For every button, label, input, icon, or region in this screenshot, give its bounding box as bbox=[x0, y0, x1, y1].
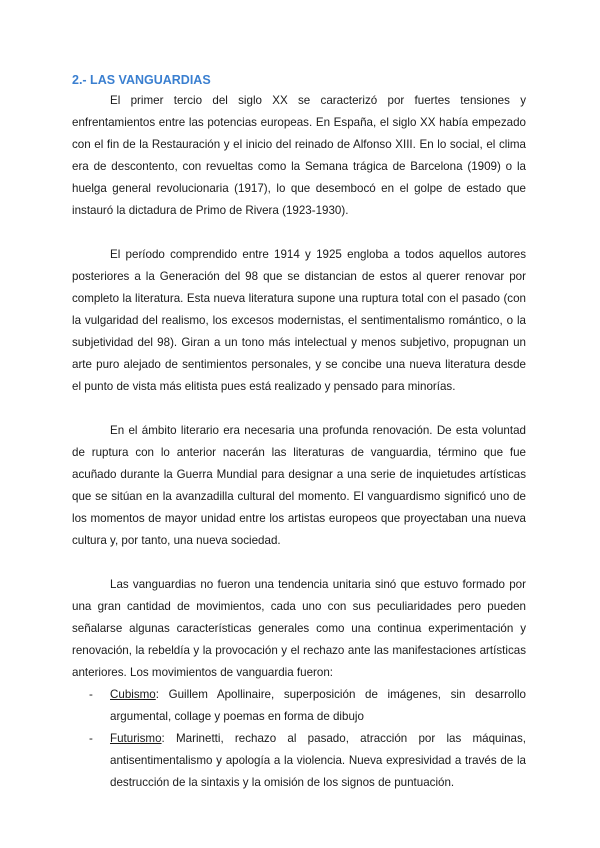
document-body bbox=[72, 70, 526, 794]
list-bullet: - bbox=[89, 688, 93, 701]
list-item-futurismo bbox=[72, 728, 526, 794]
list-bullet: - bbox=[89, 732, 93, 745]
list-item-term: Cubismo bbox=[110, 688, 156, 701]
paragraph-3: En el ámbito literario era necesaria una profunda renovación. De esta voluntad de ruptura con lo anterior nacerán las literaturas de vanguardia, término que fue acuñado durante la Guerra Mundial para designar a una serie de inquietudes artísticas que se sitúan en la avanzadilla cultural del momento. El vanguardismo significó uno de los momentos de mayor unidad entre los artistas europeos que proyectaban una nueva cultura y, por tanto, una nueva sociedad. bbox=[72, 424, 526, 547]
paragraph-1: El primer tercio del siglo XX se caracterizó por fuertes tensiones y enfrentamientos entre las potencias europeas. En España, el siglo XX había empezado con el fin de la Restauración y el inicio del reinado de Alfonso XIII. En lo social, el clima era de descontento, con revueltas como la Semana trágica de Barcelona (1909) o la huelga general revolucionaria (1917), lo que desembocó en el golpe de estado que instauró la dictadura de Primo de Rivera (1923-1930). bbox=[72, 94, 526, 217]
list-item-term: Futurismo bbox=[110, 732, 162, 745]
section-heading: 2.- LAS VANGUARDIAS bbox=[72, 73, 211, 87]
list-item-text: : Marinetti, rechazo al pasado, atracción por las máquinas, antisentimentalismo y apología a la violencia. Nueva expresividad a través de la destrucción de la sintaxis y la omisión de los signos de puntuación. bbox=[110, 732, 526, 789]
list-item-cubismo bbox=[72, 684, 526, 728]
list-item-text: : Guillem Apollinaire, superposición de imágenes, sin desarrollo argumental, collage y poemas en forma de dibujo bbox=[110, 688, 526, 723]
movements-list bbox=[72, 684, 526, 794]
paragraph-4: Las vanguardias no fueron una tendencia unitaria sinó que estuvo formado por una gran cantidad de movimientos, cada uno con sus peculiaridades pero pueden señalarse algunas características generales como una continua experimentación y renovación, la rebeldía y la provocación y el rechazo ante las manifestaciones artísticas anteriores. Los movimientos de vanguardia fueron: bbox=[72, 578, 526, 679]
paragraph-2: El período comprendido entre 1914 y 1925 engloba a todos aquellos autores posteriores a la Generación del 98 que se distancian de estos al querer renovar por completo la literatura. Esta nueva literatura supone una ruptura total con el pasado (con la vulgaridad del realismo, los excesos modernistas, el sentimentalismo romántico, o la subjetividad del 98). Giran a un tono más intelectual y menos subjetivo, propugnan un arte puro alejado de sentimientos personales, y se concibe una nueva literatura desde el punto de vista más elitista pues está realizado y pensado para minorías. bbox=[72, 248, 526, 393]
